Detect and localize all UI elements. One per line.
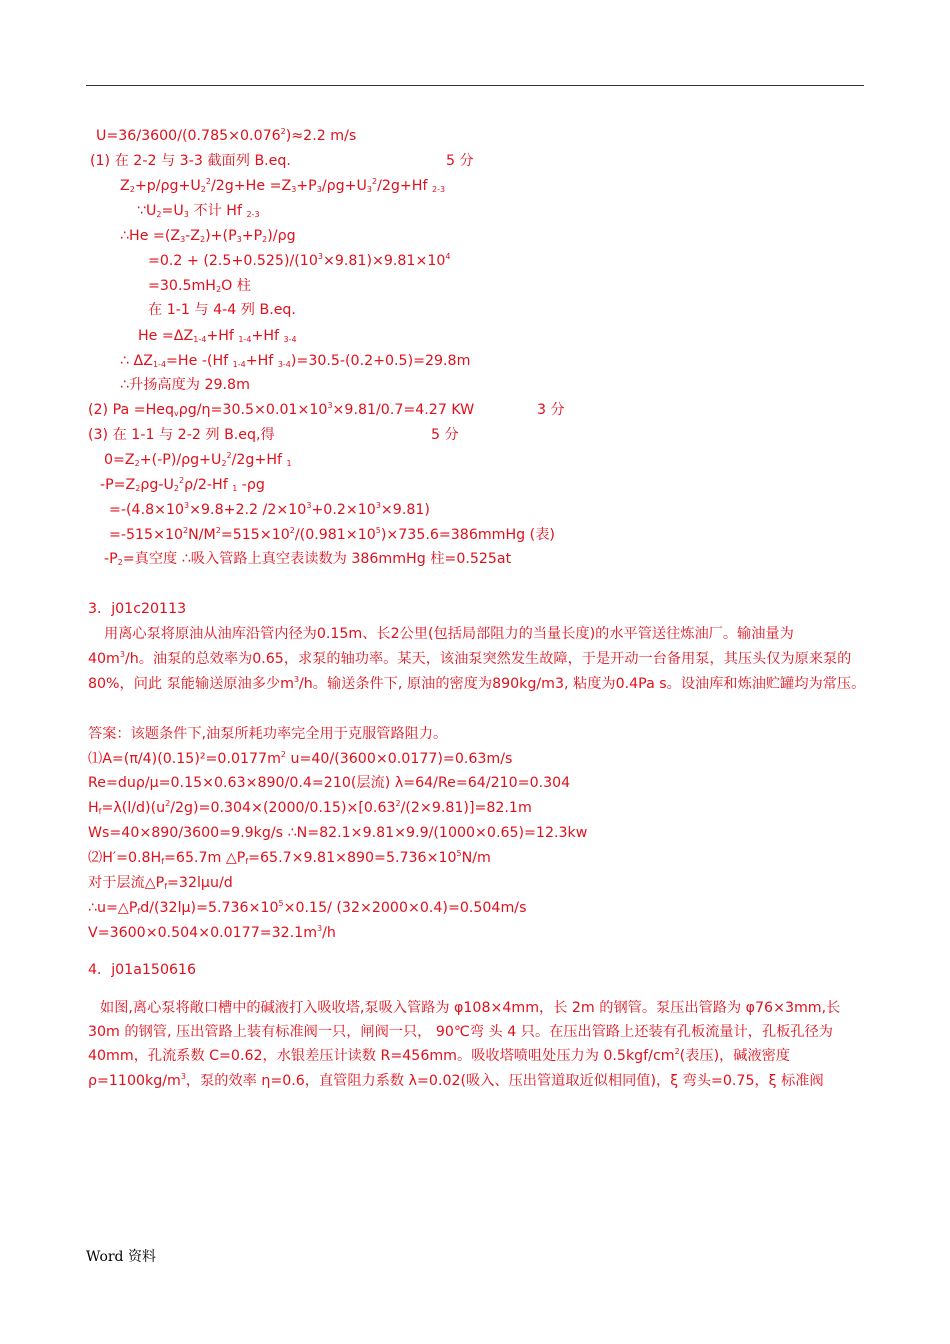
line-dz-result: ∴ $\Delta Z_{1-4}=He$ -(Hf $_{1-4}$+Hf $_{3-4}$)=30.5-(0.2+0.5)=29.8m <box>120 353 471 369</box>
problem-3-title: 3．j01c20113 <box>88 601 187 617</box>
score-step3: 5 分 <box>431 427 459 443</box>
line-minus-p: $-P=Z_2\rho g-U_2^2\rho/2-Hf$ $_1$ -ρg <box>100 476 265 493</box>
line-he-14: $He =\Delta Z_{1-4}+Hf$ $_{1-4}$+Hf $_{3-4}$ <box>138 328 297 344</box>
line-bernoulli-12: $0=Z_2+(-P)/\rho g+U_2^2/2g+Hf$ $_1$ <box>104 451 292 468</box>
line-he-result: $=30.5mH_2O$ 柱 <box>148 278 251 294</box>
line-step1-heading: (1) 在 2-2 与 3-3 截面列 B.eq. <box>90 153 291 169</box>
score-step2: 3 分 <box>537 402 565 418</box>
line-p-result: $=-515\times 10^2N/M^2=515\times 10^2/(0.981\times 10^5)\times 735.6=386mmHg$ (表) <box>109 526 555 543</box>
header-rule <box>86 85 864 86</box>
problem-4-title: 4．j01a150616 <box>88 962 197 978</box>
line-he-calc: $=0.2 + (2.5+0.525)/(10^3\times 9.81)\times 9.81\times 10^4$ <box>148 252 451 269</box>
answer-line-3: $H_f=\lambda(l/d)(u^2/2g)=0.304\times(2000/0.15)\times[0.63^2/(2\times 9.81)]=82.1m$ <box>88 799 532 816</box>
line-because: $\because U_2=U_3$ 不计 Hf $_{2-3}$ <box>137 203 260 219</box>
problem-4-text-1: 如图,离心泵将敞口槽中的碱液打入吸收塔,泵吸入管路为 φ108×4mm，长 2m 的钢管。泵压出管路为 φ76×3mm,长 <box>100 1000 841 1016</box>
answer-line-6: 对于层流$\triangle P_f=32l\mu u/d$ <box>88 875 233 891</box>
line-bernoulli-23: $Z_2+p/\rho g+U_2^2/2g+He =Z_3+P_3/\rho g+U_3^2/2g+Hf$ $_{2-3}$ <box>120 177 446 194</box>
problem-3-text-1: 用离心泵将原油从油库沿管内径为0.15m、长2公里(包括局部阻力的当量长度)的水平管送往炼油厂。输油量为 <box>104 626 794 642</box>
answer-heading: 答案：该题条件下,油泵所耗功率完全用于克服管路阻力。 <box>88 726 448 742</box>
line-step3-heading: (3) 在 1-1 与 2-2 列 B.eq,得 <box>88 427 275 443</box>
line-p-calc: $=-(4.8\times 10^3\times 9.8+2.2$ $/2\times 10^3+0.2\times 10^3\times 9.81$) <box>109 501 430 518</box>
problem-4-text-2: 30m 的钢管, 压出管路上装有标准阀一只，闸阀一只， 90℃弯 头 4 只。在压出管路上还装有孔板流量计，孔板孔径为 <box>88 1024 833 1040</box>
answer-line-1: $⑴A=(\pi/4)(0.15)^2=0.0177m^2$ u=40/(3600×0.0177)=0.63m/s <box>88 750 513 767</box>
problem-4-text-4: $\rho=1100kg/m^3$，泵的效率 η=0.6，直管阻力系数 λ=0.02(吸入、压出管道取近似相同值)，ξ 弯头=0.75，ξ 标准阀 <box>88 1072 824 1089</box>
line-velocity: $U=36/3600/(0.785\times 0.076^2)\approx 2.2$ m/s <box>96 127 357 144</box>
problem-4-text-3: 40mm，孔流系数 C=0.62，水银差压计读数 R=456mm。吸收塔喷咀处压力为 $0.5kgf/cm^2$(表压)，碱液密度 <box>88 1047 791 1064</box>
line-section-14: 在 1-1 与 4-4 列 B.eq. <box>148 302 296 318</box>
line-lift-height: ∴升扬高度为 29.8m <box>120 377 250 393</box>
score-step1: 5 分 <box>446 153 474 169</box>
footer-label: Word 资料 <box>86 1249 156 1265</box>
answer-line-4: Ws=40×890/3600=9.9kg/s ∴N=82.1×9.81×9.9/(1000×0.65)=12.3kw <box>88 825 588 841</box>
line-step2-power: (2) $Pa =Heq_v\rho g/\eta=30.5\times 0.01\times 10^3\times 9.81/0.7=4.27$ KW <box>88 401 475 418</box>
answer-line-8: $V=3600\times 0.504\times 0.0177=32.1m^3/h$ <box>88 924 336 941</box>
line-vacuum: $-P_2=$真空度 ∴吸入管路上真空表读数为 386mmHg 柱=0.525at <box>104 551 512 567</box>
answer-line-7: $\therefore u=\triangle P_fd/(32l\mu)=5.736\times 10^5\times 0.15/$ (32×2000×0.4)=0.504m/s <box>88 899 527 916</box>
problem-3-text-3: 80%，问此 泵能输送原油多少$m^3/h$。输送条件下, 原油的密度为890kg/m3, 粘度为0.4Pa s。设油库和炼油贮罐均为常压。 <box>88 675 866 692</box>
line-he-formula: ∴He $=(Z_3-Z_2)+(P_3+P_2)/\rho g$ <box>120 228 296 244</box>
answer-line-2: Re=duρ/μ=0.15×0.63×890/0.4=210(层流) λ=64/Re=64/210=0.304 <box>88 775 571 791</box>
problem-3-text-2: $40m^3/h$。油泵的总效率为0.65，求泵的轴功率。某天，该油泵突然发生故障，于是开动一台备用泵，其压头仅为原来泵的 <box>88 650 852 667</box>
answer-line-5: $⑵H'=0.8H_f=65.7m$ $\triangle P_f=65.7\times 9.81\times 890=5.736\times 10^5N/m$ <box>88 849 491 866</box>
